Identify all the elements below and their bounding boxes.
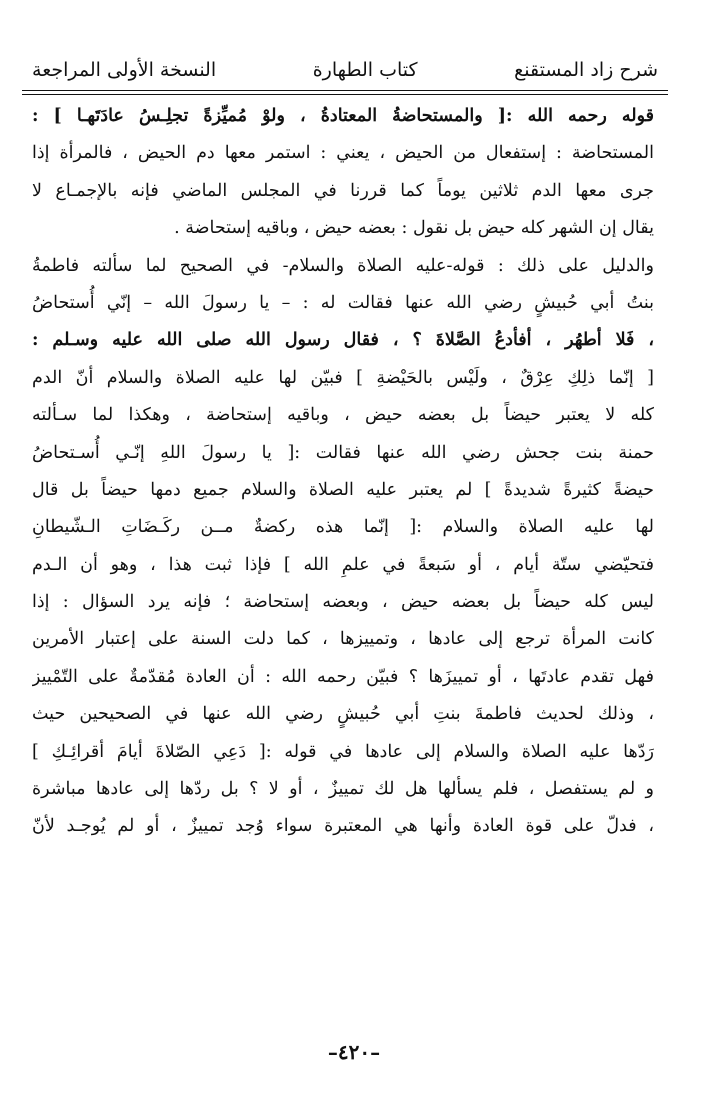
text-line: حيضةً كثيرةً شديدةً ] لم يعتبر عليه الصلاة والسلام جميع دمها حيضاً بل قال: [32, 479, 654, 500]
text-line: [ إنّما ذلِكِ عِرْقٌ ، ولَيْس بالحَيْضةِ ] فبيّن لها عليه الصلاة والسلام أنّ الدم: [32, 367, 654, 388]
text-line: والدليل على ذلك : قوله-عليه الصلاة والسلام- في الصحيح لما سألته فاطمةُ: [32, 255, 654, 276]
header-rule-top: [22, 90, 668, 91]
text-line: كانت المرأة ترجع إلى عادها ، وتمييزها ، كما دلت السنة على إعتبار الأمرين: [32, 629, 654, 650]
body-text: [32, 98, 654, 846]
text-line: ، وذلك لحديث فاطمةَ بنتِ أبي حُبيشٍ رضي الله عنها في الصحيحين حيث: [32, 704, 654, 725]
text-line: لها عليه الصلاة والسلام :[ إنّما هذه ركضةٌ مــن ركَـضَاتِ الـشّيطانِ: [32, 517, 654, 538]
text-line: ليس كله حيضاً بل بعضه حيض ، وبعضه إستحاضة ؛ فإنه يرد السؤال : إذا: [32, 592, 654, 613]
header-edition-note: النسخة الأولى المراجعة: [32, 59, 217, 81]
text-line: فتحيّضي ستّة أيام ، أو سَبعةً في علمِ الله ] فإذا ثبت هذا ، وهو أن الـدم: [32, 554, 654, 575]
header-book-title: شرح زاد المستقنع: [514, 59, 658, 81]
running-header: [22, 52, 668, 88]
text-line: حمنة بنت جحش رضي الله عنها فقالت :[ يا رسولَ اللهِ إنّـي أُسـتحاضُ: [32, 442, 654, 463]
page-number: –٤٢٠–: [327, 1040, 381, 1064]
header-chapter-title: كتاب الطهارة: [312, 59, 418, 81]
text-line: كله لا يعتبر حيضاً بل بعضه حيض ، وباقيه إستحاضة ، وهكذا لما سـألته: [32, 405, 654, 426]
text-line: فهل تقدم عادتَها ، أو تمييزَها ؟ فبيّن رحمه الله : أن العادة مُقدّمةٌ على التّمْييز: [32, 666, 654, 687]
text-line: جرى معها الدم ثلاثين يوماً كما قررنا في المجلس الماضي فإنه بالإجمـاع لا: [32, 180, 654, 201]
header-rule-bottom: [22, 94, 668, 95]
text-line: ، فدلّ على قوة العادة وأنها هي المعتبرة سواء وُجد تمييزٌ ، أو لم يُوجـد لأنّ: [32, 816, 654, 837]
text-line: المستحاضة : إستفعال من الحيض ، يعني : استمر معها دم الحيض ، فالمرأة إذا: [32, 143, 654, 164]
text-line: رَدّها عليه الصلاة والسلام إلى عادها في قوله :[ دَعِي الصّلاةَ أيامَ أقرائِـكِ ]: [32, 741, 654, 762]
text-line: بنتُ أبي حُبيشٍ رضي الله عنها فقالت له : – يا رسولَ الله – إنّي أُستحاضُ: [32, 292, 654, 313]
text-line: يقال إن الشهر كله حيض بل نقول : بعضه حيض ، وباقيه إستحاضة .: [174, 218, 654, 239]
text-line: قوله رحمه الله :[ والمستحاضةُ المعتادةُ ، ولوْ مُميِّزةً تجلِـسُ عادَتَهـا ] :: [32, 106, 654, 126]
text-line: ، فَلا أطهُر ، أفأدعُ الصَّلاةَ ؟ ، فقال رسول الله صلى الله عليه وسـلم :: [32, 330, 654, 351]
text-line: و لم يستفصل ، فلم يسألها هل لك تمييزٌ ، أو لا ؟ بل ردّها إلى عادها مباشرة: [32, 779, 654, 800]
